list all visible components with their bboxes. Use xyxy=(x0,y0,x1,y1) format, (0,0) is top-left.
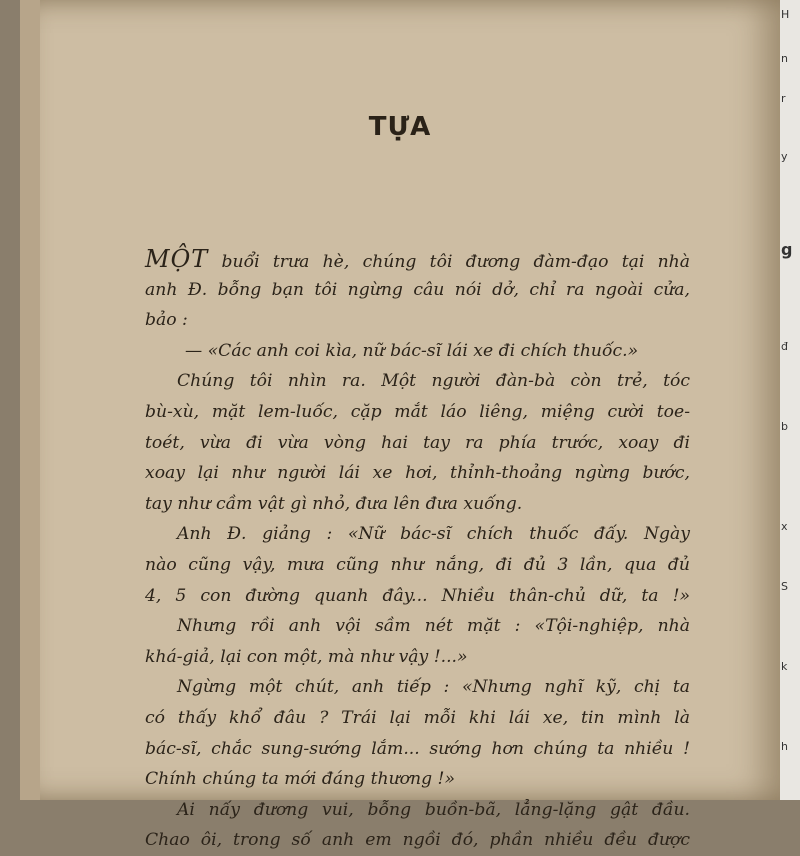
text-line: Ai nấy đương vui, bỗng buồn-bã, lẳng-lặng gật đầu. xyxy=(177,799,690,820)
text-line: khá-giả, lại con một, mà như vậy !...» xyxy=(145,646,468,667)
text-line: nào cũng vậy, mưa cũng như nắng, đi đủ 3 lần, qua đủ xyxy=(145,554,690,575)
text-line: Anh Đ. giảng : «Nữ bác-sĩ chích thuốc đấy. Ngày xyxy=(177,524,690,545)
text-line: Chúng tôi nhìn ra. Một người đàn-bà còn trẻ, tóc xyxy=(177,371,690,392)
text-line: 4, 5 con đường quanh đây... Nhiều thân-chủ dữ, ta !» xyxy=(145,585,690,606)
book-page xyxy=(20,0,780,851)
text-line: Ngừng một chút, anh tiếp : «Nhưng nghĩ kỹ, chị ta xyxy=(177,677,690,698)
text-line: toét, vừa đi vừa vòng hai tay ra phía trước, xoay đi xyxy=(145,432,690,453)
text-line: Chính chúng ta mới đáng thương !» xyxy=(145,769,455,790)
text-line-content: buổi trưa hè, chúng tôi đương đàm-đạo tại nhà xyxy=(208,252,690,272)
text-line: anh Đ. bỗng bạn tôi ngừng câu nói dở, chỉ ra ngoài cửa, xyxy=(145,279,690,300)
text-line: xoay lại như người lái xe hơi, thỉnh-thoảng ngừng bước, xyxy=(145,463,690,484)
text-line: Chao ôi, trong số anh em ngồi đó, phần nhiều đều được xyxy=(145,830,690,851)
text-line: Nhưng rồi anh vội sầm nét mặt : «Tội-nghiệp, nhà xyxy=(177,616,690,637)
text-line: có thấy khổ đâu ? Trái lại mỗi khi lái xe, tin mình là xyxy=(145,707,690,728)
drop-cap: MỘT xyxy=(145,245,209,273)
text-line: bảo : xyxy=(145,310,188,331)
text-line: tay như cầm vật gì nhỏ, đưa lên đưa xuống. xyxy=(145,493,523,514)
text-line: — «Các anh coi kìa, nữ bác-sĩ lái xe đi chích thuốc.» xyxy=(185,340,639,361)
body-text xyxy=(145,244,690,856)
page-title: TỰA xyxy=(368,112,432,142)
text-line: bù-xù, mặt lem-luốc, cặp mắt láo liêng, miệng cười toe- xyxy=(145,401,690,422)
text-line xyxy=(145,244,690,275)
text-line: bác-sĩ, chắc sung-sướng lắm... sướng hơn chúng ta nhiều ! xyxy=(145,738,690,759)
newspaper-edge: H n r y g đ b x S k h xyxy=(780,0,800,800)
